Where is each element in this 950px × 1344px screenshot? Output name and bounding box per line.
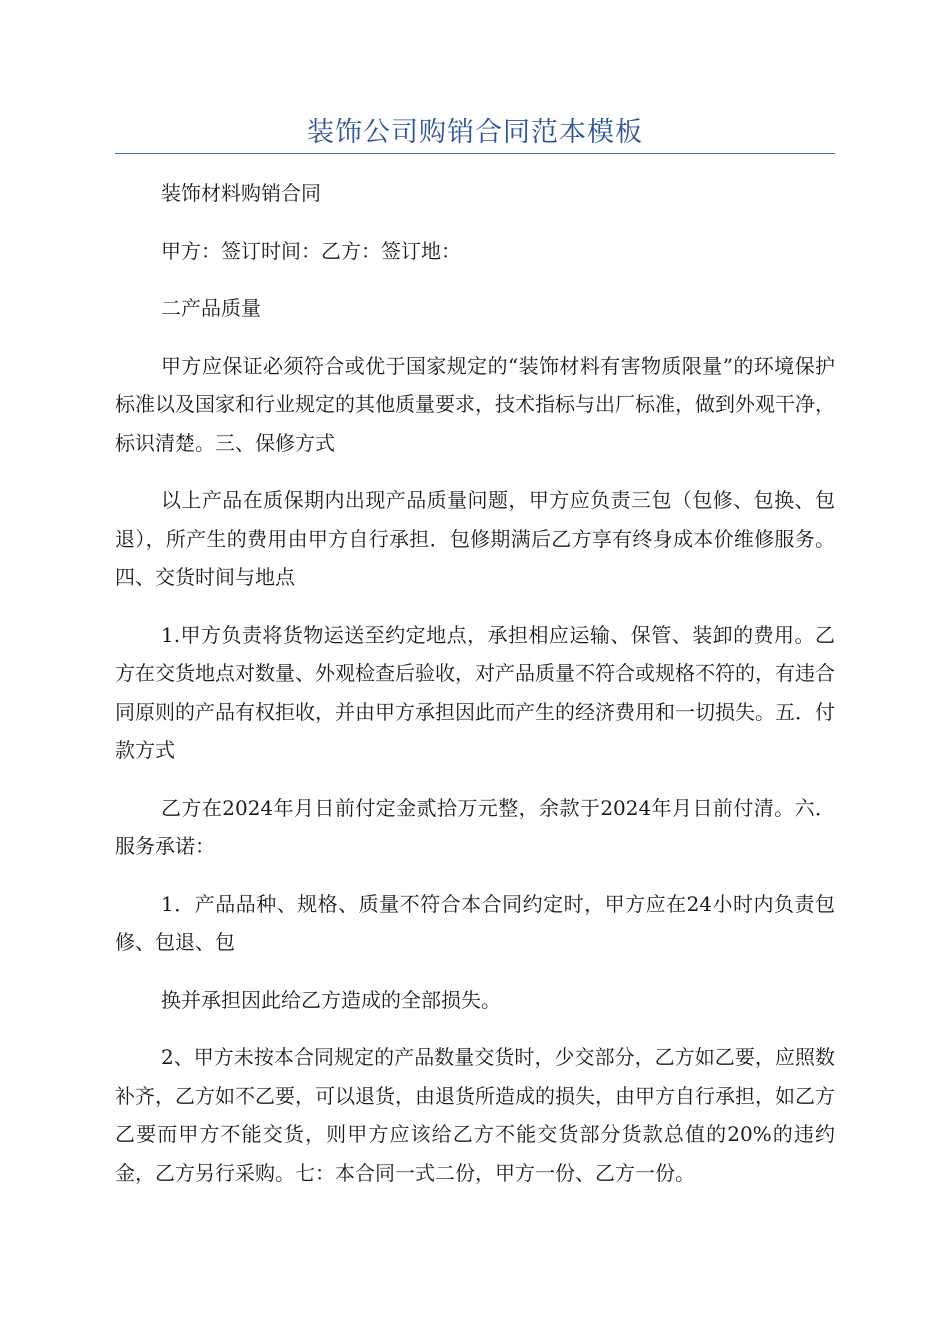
paragraph-delivery-terms: 1.甲方负责将货物运送至约定地点，承担相应运输、保管、装卸的费用。乙方在交货地点对数量、外观检查后验收，对产品质量不符合或规格不符的，有违合同原则的产品有权拒收，并由甲方承担因此而产生的经济费用和一切损失。五．付款方式 xyxy=(115,622,835,762)
paragraph-service-item-1: 1．产品品种、规格、质量不符合本合同约定时，甲方应在24小时内负责包修、包退、包 xyxy=(115,891,835,954)
title-underline xyxy=(115,153,835,154)
paragraph-service-item-2: 2、甲方未按本合同规定的产品数量交货时，少交部分，乙方如乙要，应照数补齐，乙方如不乙要，可以退货，由退货所造成的损失，由甲方自行承担，如乙方乙要而甲方不能交货，则甲方应该给乙方不能交货部分货款总值的20%的违约金，乙方另行采购。七：本合同一式二份，甲方一份、乙方一份。 xyxy=(115,1045,835,1185)
paragraph-payment-terms: 乙方在2024年月日前付定金贰拾万元整，余款于2024年月日前付清。六．服务承诺： xyxy=(115,795,835,858)
paragraph-parties: 甲方：签订时间：乙方：签订地： xyxy=(161,238,461,263)
document-title: 装饰公司购销合同范本模板 xyxy=(307,117,643,148)
paragraph-quality-terms: 甲方应保证必须符合或优于国家规定的“装饰材料有害物质限量”的环境保护标准以及国家和行业规定的其他质量要求，技术指标与出厂标准，做到外观干净，标识清楚。三、保修方式 xyxy=(115,353,835,455)
paragraph-section-quality: 二产品质量 xyxy=(161,296,261,320)
paragraph-warranty-terms: 以上产品在质保期内出现产品质量问题，甲方应负责三包（包修、包换、包退），所产生的费用由甲方自行承担．包修期满后乙方享有终身成本价维修服务。四、交货时间与地点 xyxy=(115,488,835,589)
document-body xyxy=(115,174,835,1211)
paragraph-contract-name: 装饰材料购销合同 xyxy=(161,181,321,205)
paragraph-service-item-1-cont: 换并承担因此给乙方造成的全部损失。 xyxy=(161,987,501,1012)
